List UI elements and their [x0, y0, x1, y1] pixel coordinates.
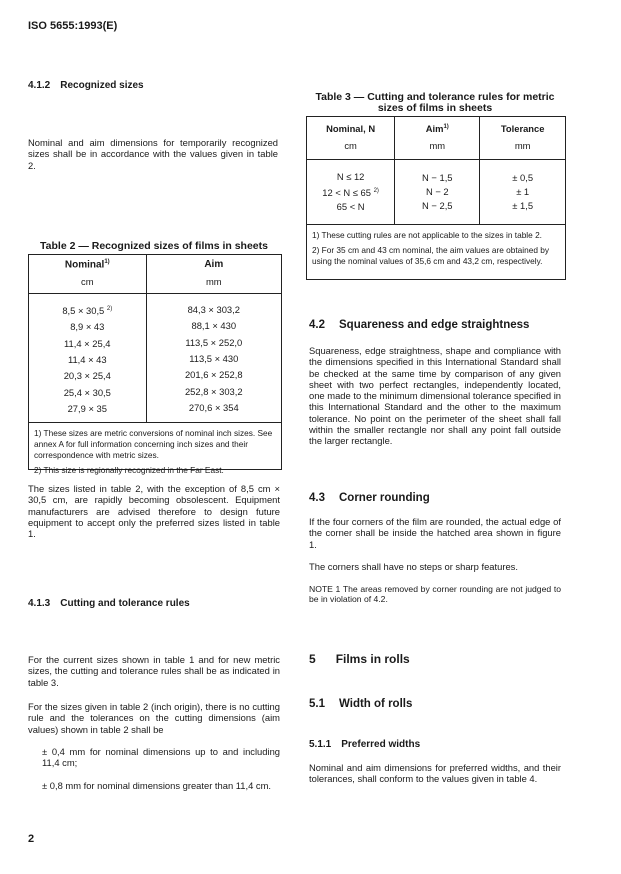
section-5-1-1-heading: [309, 739, 420, 751]
section-title: Corner rounding: [339, 492, 430, 504]
table-row: N ≤ 12: [336, 171, 365, 182]
obsolescence-paragraph: The sizes listed in table 2, with the exception of 8,5 cm × 30,5 cm, are rapidly becoming obsolescent. Equipment manufacturers are advised therefore to design future equipment to accept only the preferred sizes listed in table 1.: [28, 483, 280, 540]
nominal-column-header: [307, 117, 395, 160]
aim-column-header: [146, 255, 281, 294]
list-item: ± 0,4 mm for nominal dimensions up to and including 11,4 cm;: [42, 746, 280, 769]
page-number: 2: [28, 833, 35, 845]
corner-features-paragraph: The corners shall have no steps or sharp features.: [309, 561, 518, 572]
aim-column-header: [395, 117, 480, 160]
note-1: NOTE 1 The areas removed by corner rounding are not judged to be in violation of 4.2.: [309, 584, 561, 605]
corner-rounding-paragraph: If the four corners of the film are rounded, the actual edge of the corner shall be inside the hatched area shown in figure 1.: [309, 516, 561, 550]
tolerance-label: Tolerance: [500, 123, 545, 134]
table-row: 113,5 × 252,0: [185, 336, 243, 348]
tolerance-unit: mm: [514, 140, 531, 152]
table-row: 252,8 × 303,2: [184, 385, 243, 397]
table-row: 8,9 × 43: [70, 321, 105, 333]
section-number: 4.2: [309, 319, 325, 331]
table-row: 84,3 × 303,2: [187, 304, 240, 316]
inch-origin-paragraph: For the sizes given in table 2 (inch origin), there is no cutting rule and the tolerances on the cutting dimensions (aim values) shown in table 2 shall be: [28, 701, 280, 735]
table-row: 25,4 × 30,5: [63, 386, 111, 398]
table-row: N − 2: [425, 186, 449, 198]
table-row: 270,6 × 354: [188, 401, 239, 413]
aim-values-cell: [395, 160, 480, 225]
table-3-title-line1: Table 3 — Cutting and tolerance rules for metric: [315, 91, 555, 103]
section-title: Width of rolls: [339, 698, 413, 710]
table-2-grid: [29, 255, 281, 422]
table-3-footnotes: [307, 224, 565, 271]
table-3-body: [307, 160, 565, 225]
section-number: 5: [309, 652, 316, 666]
tolerance-values-cell: [480, 160, 565, 225]
table-row: 88,1 × 430: [191, 320, 237, 332]
table-3-title-line2: sizes of films in sheets: [377, 102, 493, 115]
nominal-label: Nominal: [64, 259, 105, 271]
table-3-header-row: [307, 117, 565, 160]
nominal-label: Nominal, N: [326, 123, 376, 134]
section-title: Recognized sizes: [60, 80, 144, 91]
aim-unit: mm: [205, 276, 222, 287]
footnote: 1) These cutting rules are not applicable to the sizes in table 2.: [312, 230, 542, 241]
aim-label: Aim: [425, 123, 444, 134]
nominal-column-header: [29, 255, 146, 294]
table-row: 20,3 × 25,4: [63, 370, 111, 382]
document-header: ISO 5655:1993(E): [28, 20, 118, 32]
list-item: ± 0,8 mm for nominal dimensions greater than 11,4 cm.: [42, 780, 272, 791]
preferred-widths-paragraph: Nominal and aim dimensions for preferred widths, and their tolerances, shall conform to the values given in table 4.: [309, 762, 561, 785]
section-number: 4.1.3: [28, 598, 51, 609]
table-2-footnotes: [29, 422, 281, 480]
footnote-ref: 1): [443, 123, 449, 130]
section-4-1-2-heading: [28, 80, 144, 92]
section-title: Squareness and edge straightness: [339, 319, 530, 331]
section-4-2-heading: [309, 319, 529, 333]
table-row: N − 1,5: [422, 172, 453, 184]
table-row: ± 1: [516, 186, 530, 198]
table-row: ± 1,5: [512, 200, 534, 212]
section-5-heading: [309, 652, 410, 666]
table-row: N − 2,5: [422, 200, 453, 212]
section-number: 4.3: [309, 492, 325, 504]
section-title: Cutting and tolerance rules: [60, 598, 190, 609]
aim-values-cell: [146, 294, 281, 423]
table-2-header-row: [29, 255, 281, 294]
nominal-values-cell: [29, 294, 146, 423]
footnote: 2) For 35 cm and 43 cm nominal, the aim values are obtained by using the nominal values of 35,6 cm and 43,2 cm, respectively.: [312, 244, 550, 266]
cutting-rules-paragraph: For the current sizes shown in table 1 and for new metric sizes, the cutting and tolerance rules shall be as indicated in table 3.: [28, 654, 280, 688]
table-3-title: [306, 92, 564, 114]
tolerance-column-header: [480, 117, 565, 160]
section-4-3-heading: [309, 492, 430, 506]
table-row: 11,4 × 43: [67, 354, 107, 366]
section-5-1-heading: [309, 698, 412, 712]
section-number: 5.1: [309, 698, 325, 710]
nominal-values-cell: [307, 160, 395, 225]
table-row: 27,9 × 35: [67, 402, 107, 414]
table-3: [306, 116, 566, 280]
table-row: 201,6 × 252,8: [184, 369, 243, 381]
squareness-paragraph: Squareness, edge straightness, shape and compliance with the dimensions specified in this International Standard shall be checked at the same time by comparison of any given sheet with two perfect rectangles, independently located, one made to the minimum dimensional tolerance specified in this International Standard and the other to the maximum tolerance. No point on the perimeter of the sheet shall fall within the smaller rectangle nor shall any point fall outside the larger rectangle.: [309, 345, 561, 447]
table-2: [28, 254, 282, 475]
section-title: Preferred widths: [341, 739, 421, 750]
nominal-unit: cm: [344, 140, 357, 152]
section-title: Films in rolls: [335, 652, 410, 666]
nominal-unit: cm: [81, 276, 94, 288]
table-2-body: [29, 294, 281, 423]
footnote: 2) This size is regionally recognized in the Far East.: [34, 464, 224, 475]
footnote-ref: 1): [104, 259, 110, 265]
table-row: 8,5 × 30,5 $^{2)}$: [62, 305, 113, 317]
table-row: ± 0,5: [512, 172, 534, 184]
table-row: 65 < N: [336, 201, 365, 213]
recognized-sizes-paragraph: Nominal and aim dimensions for temporarily recognized sizes shall be in accordance with the values given in table 2.: [28, 137, 278, 171]
table-row: 113,5 × 430: [189, 352, 239, 364]
table-row: 11,4 × 25,4: [64, 337, 111, 349]
aim-unit: mm: [429, 140, 446, 152]
table-2-title: Table 2 — Recognized sizes of films in sheets: [40, 240, 268, 252]
section-4-1-3-heading: [28, 598, 190, 610]
table-row: 12 < N ≤ 65 $^{2)}$: [322, 187, 379, 199]
footnote: 1) These sizes are metric conversions of nominal inch sizes. See annex A for full information concerning inch sizes and their correspondence with metric sizes.: [34, 428, 273, 460]
table-3-grid: [307, 117, 565, 224]
section-number: 4.1.2: [28, 80, 51, 91]
section-number: 5.1.1: [309, 739, 332, 750]
aim-label: Aim: [204, 259, 224, 270]
